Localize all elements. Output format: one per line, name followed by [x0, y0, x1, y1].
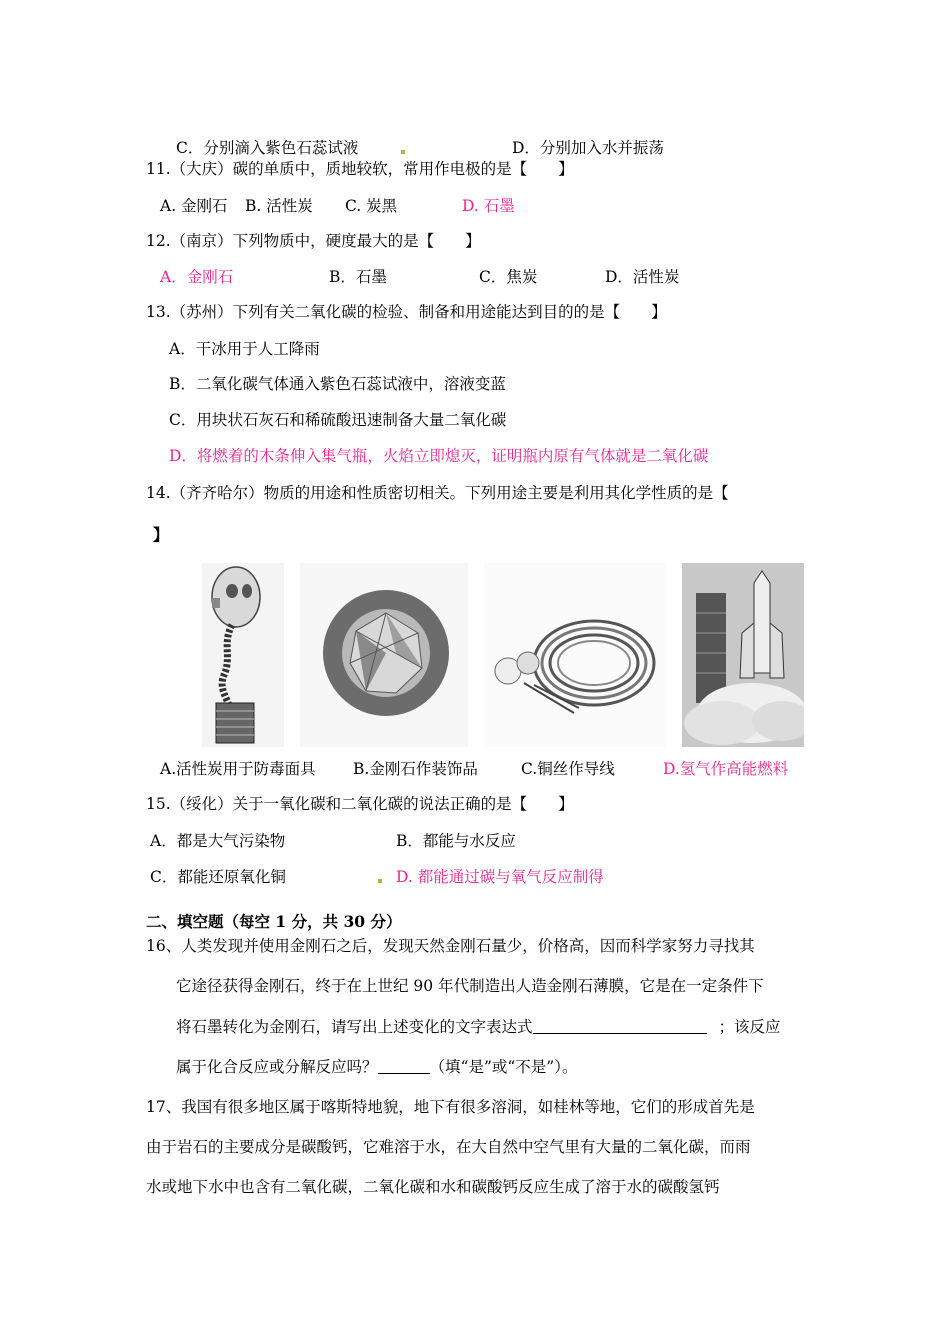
answer-blank-reaction-type[interactable] [378, 1057, 430, 1074]
copper-wire-image [484, 563, 666, 747]
q12-stem: 12.（南京）下列物质中，硬度最大的是【 】 [146, 232, 481, 250]
answer-blank-equation[interactable] [533, 1017, 707, 1034]
q13-option-c: C．用块状石灰石和稀硫酸迅速制备大量二氧化碳 [169, 411, 507, 429]
q11-stem: 11.（大庆）碳的单质中，质地较软，常用作电极的是【 】 [146, 160, 574, 178]
q16-line-4-text: 属于化合反应或分解反应吗？ [176, 1058, 378, 1076]
q10-option-d: D．分别加入水并振荡 [512, 139, 664, 157]
q14-answer-d: D.氢气作高能燃料 [663, 760, 789, 778]
diamond-image [300, 563, 468, 747]
q14-option-a: A.活性炭用于防毒面具 [160, 760, 316, 778]
q15-stem: 15.（绥化）关于一氧化碳和二氧化碳的说法正确的是【 】 [146, 795, 574, 813]
q16-line-4-tail: （填“是”或“不是”）。 [429, 1058, 578, 1076]
highlight-mark [378, 879, 382, 883]
q13-stem: 13.（苏州）下列有关二氧化碳的检验、制备和用途能达到目的的是【 】 [146, 303, 667, 321]
q13-option-b: B．二氧化碳气体通入紫色石蕊试液中，溶液变蓝 [169, 375, 506, 393]
highlight-mark [401, 150, 405, 154]
space-shuttle-image [682, 563, 804, 747]
gas-mask-image [202, 563, 284, 747]
q11-option-a: A. 金刚石 [160, 197, 228, 215]
q11-answer-d: D. 石墨 [462, 197, 515, 215]
q13-option-a: A．干冰用于人工降雨 [169, 340, 320, 358]
q15-answer-d: D. 都能通过碳与氧气反应制得 [396, 868, 604, 886]
section-title: 二、填空题（每空 1 分，共 30 分） [146, 912, 402, 931]
q16-line-1: 16、人类发现并使用金刚石之后，发现天然金刚石量少，价格高，因而科学家努力寻找其 [146, 937, 755, 955]
q16-line-4 [176, 1056, 577, 1078]
q11-option-c: C. 炭黑 [345, 197, 398, 215]
q17-line-3: 水或地下水中也含有二氧化碳，二氧化碳和水和碳酸钙反应生成了溶于水的碳酸氢钙 [146, 1178, 720, 1196]
q16-line-3 [176, 1016, 781, 1038]
q15-option-b: B．都能与水反应 [396, 832, 516, 850]
q16-line-2: 它途径获得金刚石，终于在上世纪 90 年代制造出人造金刚石薄膜，它是在一定条件下 [176, 977, 764, 995]
q10-option-c: C．分别滴入紫色石蕊试液 [176, 139, 359, 157]
q14-option-c: C.铜丝作导线 [521, 760, 615, 778]
q16-line-3-text: 将石墨转化为金刚石，请写出上述变化的文字表达式 [176, 1018, 533, 1036]
q13-answer-d: D．将燃着的木条伸入集气瓶，火焰立即熄灭，证明瓶内原有气体就是二氧化碳 [169, 447, 709, 465]
q14-stem: 14.（齐齐哈尔）物质的用途和性质密切相关。下列用途主要是利用其化学性质的是【 [146, 484, 729, 502]
q12-option-d: D．活性炭 [605, 268, 680, 286]
q12-option-b: B．石墨 [329, 268, 387, 286]
q11-option-b: B. 活性炭 [245, 197, 313, 215]
q14-stem-end: 】 [153, 525, 169, 544]
q12-option-c: C．焦炭 [479, 268, 538, 286]
q15-option-c: C．都能还原氧化铜 [150, 868, 286, 886]
q15-option-a: A．都是大气污染物 [150, 832, 286, 850]
q17-line-1: 17、我国有很多地区属于喀斯特地貌，地下有很多溶洞，如桂林等地，它们的形成首先是 [146, 1098, 755, 1116]
q14-option-b: B.金刚石作装饰品 [353, 760, 478, 778]
q17-line-2: 由于岩石的主要成分是碳酸钙，它难溶于水，在大自然中空气里有大量的二氧化碳，而雨 [146, 1138, 751, 1156]
q12-answer-a: A．金刚石 [160, 268, 234, 286]
q16-line-3-tail: ；该反应 [718, 1018, 781, 1036]
